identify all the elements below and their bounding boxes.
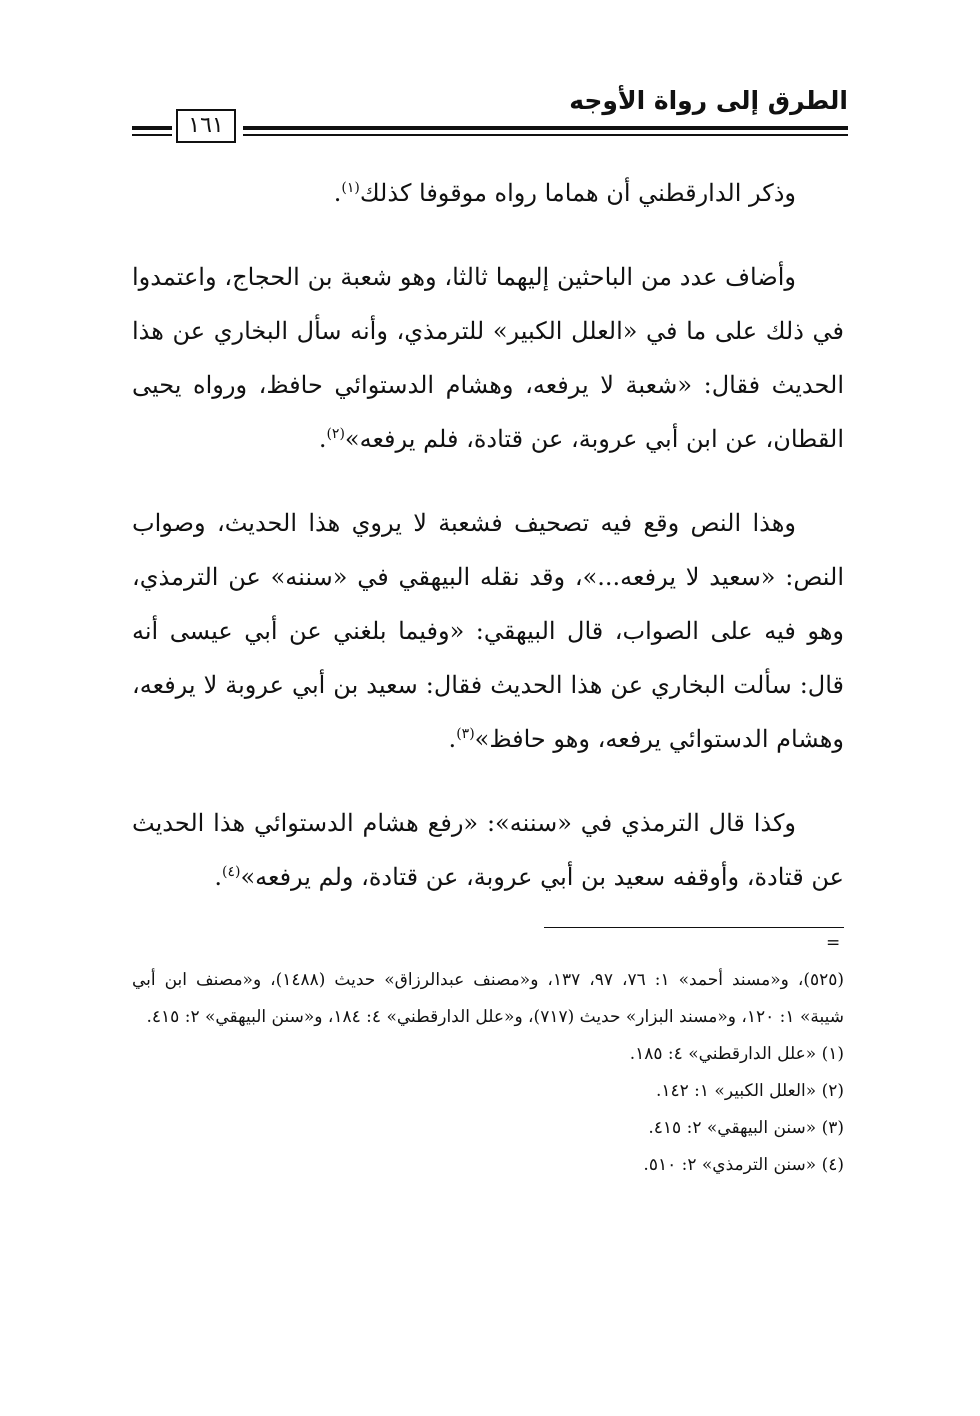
footnote-ref: (٣) <box>456 726 475 742</box>
footnote-item: (٤) «سنن الترمذي» ٢: ٥١٠. <box>643 1155 844 1175</box>
footnote-continuation: (٥٢٥)، و«مسند أحمد» ١: ٧٦، ٩٧، ١٣٧، و«مصنف عبدالرزاق» حديث (١٤٨٨)، و«مصنف ابن أبي شيبة» ١: ١٢٠، و«مسند البزار» حديث (٧١٧)، و«علل الدارقطني» ٤: ١٨٤، و«سنن البيهقي» ٢: ٤١٥. <box>132 970 845 1027</box>
paragraph-end: . <box>214 863 222 891</box>
body-text <box>132 166 844 934</box>
paragraph-text: وأضاف عدد من الباحثين إليهما ثالثا، وهو شعبة بن الحجاج، واعتمدوا في ذلك على ما في «العلل الكبير» للترمذي، وأنه سأل البخاري عن هذا الحديث فقال: «شعبة لا يرفعه، وهشام الدستوائي حافظ، ورواه يحيى القطان، عن ابن أبي عروبة، عن قتادة، فلم يرفعه» <box>132 263 844 453</box>
footnote-item: (١) «علل الدارقطني» ٤: ١٨٥. <box>629 1044 844 1064</box>
running-title: الطرق إلى رواة الأوجه <box>569 86 848 115</box>
footnote-item: (٣) «سنن البيهقي» ٢: ٤١٥. <box>648 1118 844 1138</box>
header-rule-short-thick <box>132 126 172 130</box>
footnotes <box>132 962 844 1184</box>
paragraph-text: وهذا النص وقع فيه تصحيف فشعبة لا يروي هذا الحديث، وصواب النص: «سعيد لا يرفعه...»، وقد نقله البيهقي في «سننه» عن الترمذي، وهو فيه على الصواب، قال البيهقي: «وفيما بلغني عن أبي عيسى أنه قال: سألت البخاري عن هذا الحديث فقال: سعيد بن أبي عروبة لا يرفعه، وهشام الدستوائي يرفعه، وهو حافظ» <box>132 509 844 753</box>
paragraph-text: وذكر الدارقطني أن هماما رواه موقوفا كذلك <box>359 179 796 207</box>
footnote-ref: (٢) <box>326 426 345 442</box>
paragraph <box>132 496 844 766</box>
header-rule-thin <box>243 134 848 136</box>
footnote-separator <box>544 927 844 928</box>
paragraph-end: . <box>333 179 342 207</box>
header-rule-thick <box>243 126 848 130</box>
footnote-ref: (٤) <box>221 864 241 880</box>
paragraph-end: . <box>448 725 457 753</box>
page-header <box>0 0 980 160</box>
page-number: ١٦١ <box>176 109 236 143</box>
header-rule-short-thin <box>132 134 172 136</box>
footnote-ref: (١) <box>341 180 360 196</box>
paragraph <box>132 250 844 466</box>
paragraph-end: . <box>318 425 327 453</box>
paragraph <box>132 796 844 904</box>
paragraph <box>132 166 844 220</box>
footnote-item: (٢) «العلل الكبير» ١: ١٤٢. <box>655 1081 844 1101</box>
footnote-continuation-mark: = <box>826 933 841 953</box>
paragraph-text: وكذا قال الترمذي في «سننه»: «رفع هشام الدستوائي هذا الحديث عن قتادة، وأوقفه سعيد بن أبي عروبة، عن قتادة، ولم يرفعه» <box>132 809 844 891</box>
